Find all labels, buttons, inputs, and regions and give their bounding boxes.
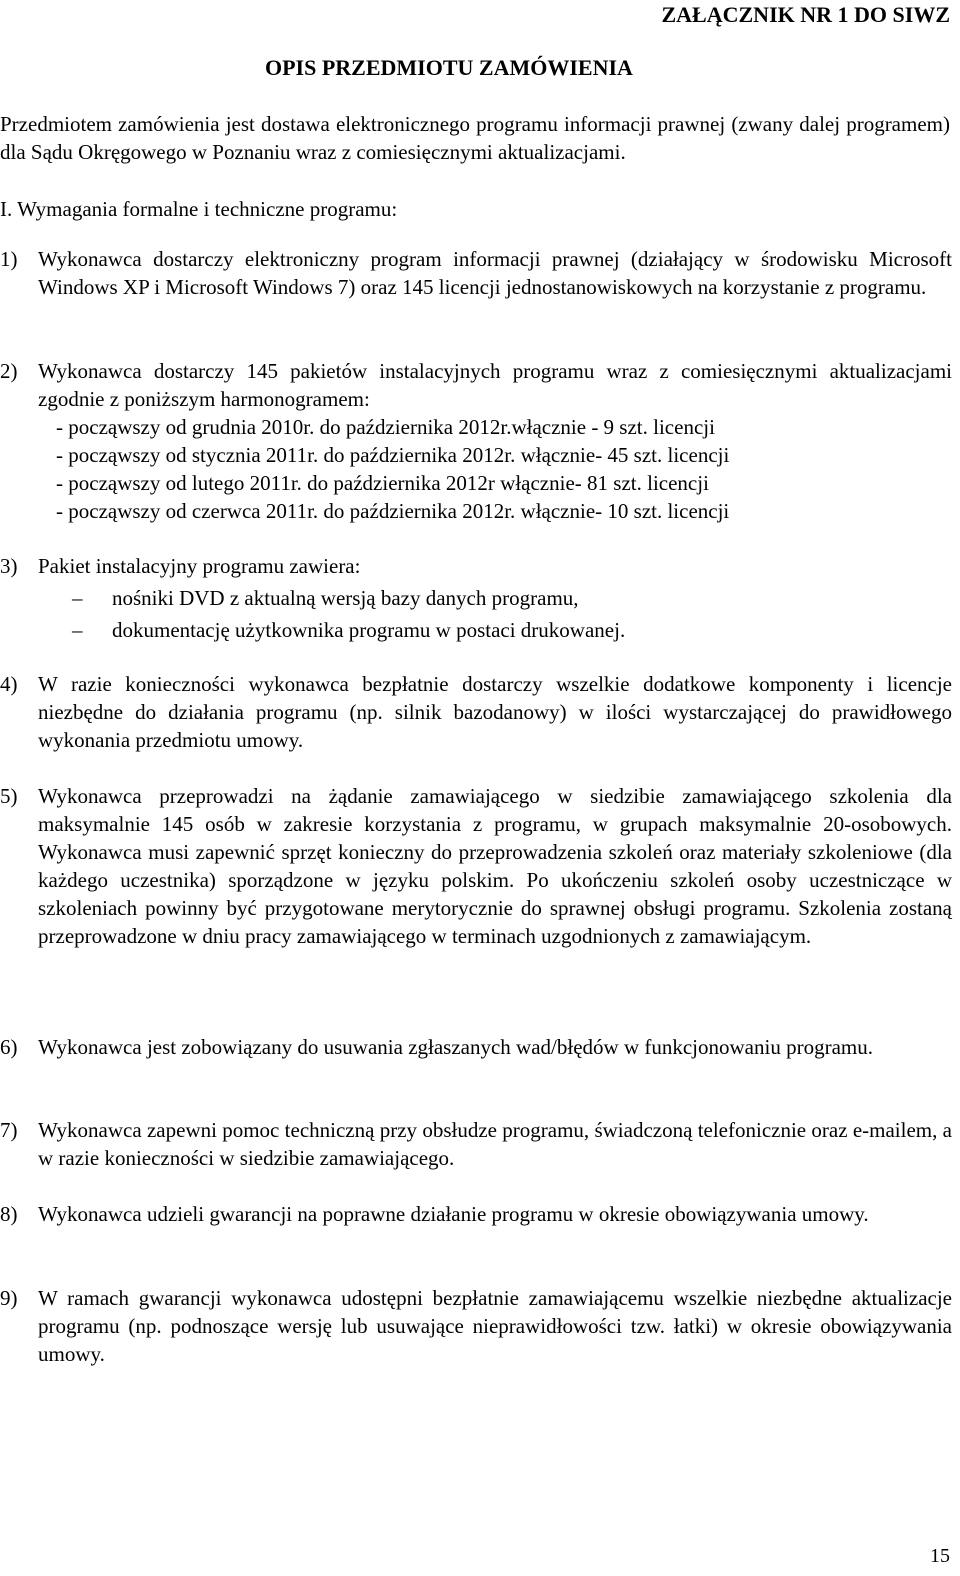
item-number: 9) [0,1286,18,1310]
item-text: Wykonawca przeprowadzi na żądanie zamawiającego w siedzibie zamawiającego szkolenia dla maksymalnie 145 osób w zakresie korzystania z programu, w grupach maksymalnie 20-osobowych. Wykonawca musi zapewnić sprzęt konieczny do przeprowadzenia szkoleń oraz materiały szkoleniowe (dla każdego uczestnika) sporządzone w języku polskim. Po ukończeniu szkoleń osoby uczestniczące w szkoleniach powinny być przygotowane merytorycznie do sprawnej obsługi programu. Szkolenia zostaną przeprowadzone w dniu pracy zamawiającego w terminach uzgodnionych z zamawiającym. [38,784,952,948]
item-number: 7) [0,1118,18,1142]
list-item-3 [0,552,952,644]
schedule-line: - począwszy od grudnia 2010r. do października 2012r.włącznie - 9 szt. licencji [56,415,715,439]
schedule-line: - począwszy od czerwca 2011r. do października 2012r. włącznie- 10 szt. licencji [56,499,730,523]
page-number: 15 [930,1545,950,1567]
list-item-5 [0,782,952,950]
document-title: OPIS PRZEDMIOTU ZAMÓWIENIA [265,55,633,80]
item-number: 2) [0,359,18,383]
section-heading: I. Wymagania formalne i techniczne programu: [0,197,398,221]
item-text: Wykonawca udzieli gwarancji na poprawne działanie programu w okresie obowiązywania umowy. [38,1202,869,1226]
bullet-item [0,616,952,644]
item-text: Wykonawca dostarczy elektroniczny program informacji prawnej (działający w środowisku Microsoft Windows XP i Microsoft Windows 7) oraz 145 licencji jednostanowiskowych na korzystanie z programu. [38,247,952,299]
item-text: W razie konieczności wykonawca bezpłatnie dostarczy wszelkie dodatkowe komponenty i licencje niezbędne do działania programu (np. silnik bazodanowy) w ilości wystarczającej do prawidłowego wykonania przedmiotu umowy. [38,672,952,752]
bullet-text: nośniki DVD z aktualną wersją bazy danych programu, [112,586,579,610]
list-item-9 [0,1284,952,1368]
item-number: 5) [0,784,18,808]
schedule-line: - począwszy od lutego 2011r. do października 2012r włącznie- 81 szt. licencji [56,471,709,495]
item-text: Wykonawca zapewni pomoc techniczną przy obsłudze programu, świadczoną telefonicznie oraz e-mailem, a w razie konieczności w siedzibie zamawiającego. [38,1118,952,1170]
list-item-6 [0,1033,952,1061]
item-text: Pakiet instalacyjny programu zawiera: [38,554,361,578]
item-number: 4) [0,672,18,696]
list-item-1 [0,245,952,301]
list-item-4 [0,670,952,754]
item-number: 6) [0,1035,18,1059]
item-number: 8) [0,1202,18,1226]
item-text: W ramach gwarancji wykonawca udostępni bezpłatnie zamawiającemu wszelkie niezbędne aktualizacje programu (np. podnoszące wersję lub usuwające nieprawidłowości tzw. łatki) w okresie obowiązywania umowy. [38,1286,952,1366]
schedule-line: - począwszy od stycznia 2011r. do października 2012r. włącznie- 45 szt. licencji [56,443,730,467]
item-number: 3) [0,554,18,578]
dash-bullet-icon: – [72,586,83,610]
list-item-8 [0,1200,952,1228]
list-item-2 [0,357,952,525]
annex-label: ZAŁĄCZNIK NR 1 DO SIWZ [661,2,950,27]
bullet-text: dokumentację użytkownika programu w postaci drukowanej. [112,618,626,642]
dash-bullet-icon: – [72,618,83,642]
intro-paragraph: Przedmiotem zamówienia jest dostawa elektronicznego programu informacji prawnej (zwany dalej programem) dla Sądu Okręgowego w Poznaniu wraz z comiesięcznymi aktualizacjami. [0,112,950,164]
item-number: 1) [0,247,18,271]
list-item-7 [0,1116,952,1172]
item-text: Wykonawca jest zobowiązany do usuwania zgłaszanych wad/błędów w funkcjonowaniu programu. [38,1035,873,1059]
bullet-item [0,584,952,612]
item-text: Wykonawca dostarczy 145 pakietów instalacyjnych programu wraz z comiesięcznymi aktualizacjami zgodnie z poniższym harmonogramem: [38,359,952,411]
